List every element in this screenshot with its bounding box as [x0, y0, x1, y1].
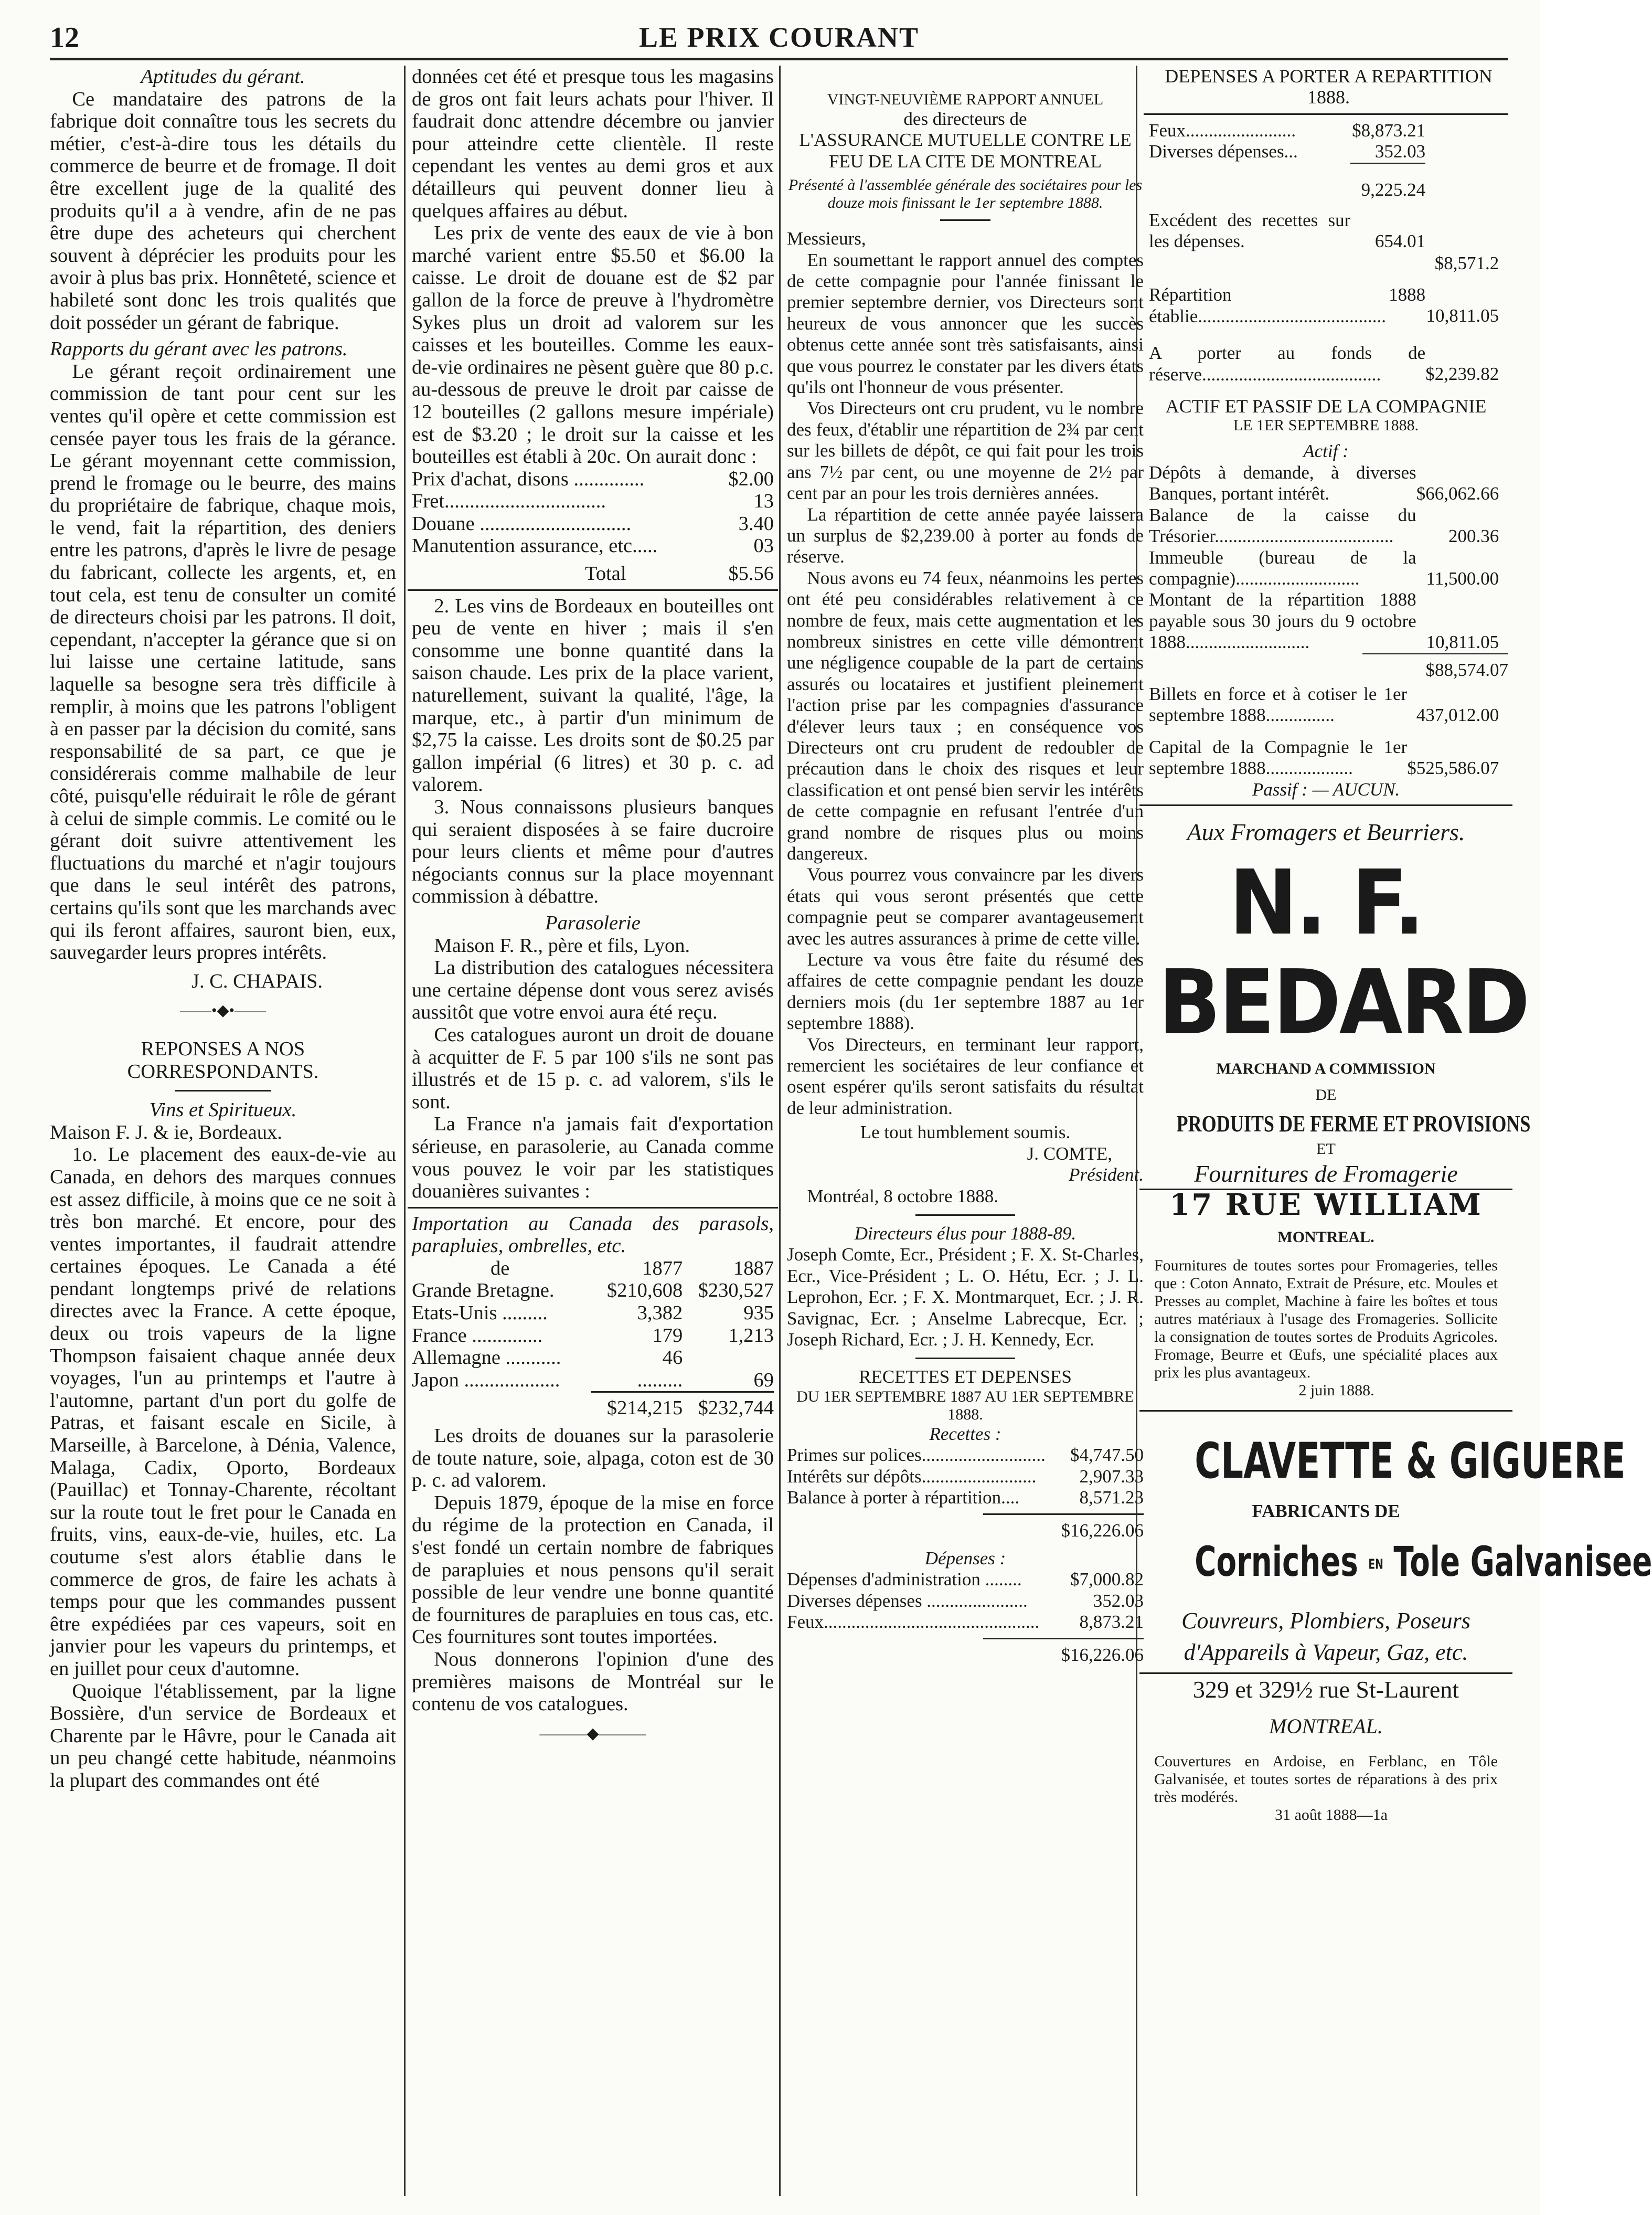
table-row: [412, 1279, 774, 1302]
ad-line: DE: [1315, 1086, 1337, 1104]
row-value: 10,811.05: [1426, 305, 1499, 326]
cost-value: $2.00: [728, 468, 774, 490]
table-row: [1149, 462, 1499, 505]
divider: [983, 1513, 1144, 1515]
divider: [408, 1207, 778, 1209]
ad-product-part: EN: [1368, 1556, 1383, 1573]
paragraph: Nous avons eu 74 feux, néanmoins les pertes ont été peu considérables relativement à ce nombre de feux, mais cette augmentation et les nombreux sinistres en cette ville démontrent une négligence coupable de la part de certains assurés ou locataires et justifient pleinement l'action prise par les compagnies d'assurance d'élever leurs taux ; en conséquence vos Directeurs ont cru prudent de redoubler de précaution dans le choix des risques et leur classification et ont pensé bien servir les intérêts de cette compagnie en refusant l'entrée d'un grand nombre de risques plus ou moins dangereux.: [787, 567, 1144, 864]
country-name: Japon ...................: [412, 1369, 560, 1391]
country-name: Etats-Unis .........: [412, 1302, 548, 1324]
row-value: 654.01: [1374, 231, 1426, 252]
paragraph: Ces catalogues auront un droit de douane à acquitter de F. 5 par 100 s'ils ne sont pas illustrés et de 15 p. c. ad valorem, s'ils le sont.: [412, 1023, 774, 1113]
value-1877: 179: [652, 1324, 683, 1347]
row-value: $525,586.07: [1407, 758, 1499, 779]
total-label: Total: [585, 563, 626, 585]
table-row: [787, 1487, 1144, 1508]
subsection-heading: Parasolerie: [545, 912, 641, 934]
statement-title: RECETTES ET DEPENSES: [859, 1366, 1072, 1387]
ad-address: 329 et 329½ rue St-Laurent: [1192, 1676, 1459, 1703]
column-1: [50, 66, 396, 2196]
paragraph: Vos Directeurs, en terminant leur rapport, remercient les sociétaires de leur confiance et osent espérer qu'ils seront satisfaits du résultat de leur administration.: [787, 1034, 1144, 1118]
divider: [1139, 1672, 1512, 1674]
expense-value: $7,000.82: [1070, 1569, 1144, 1590]
table-row: [1149, 505, 1499, 547]
ad-body: Fournitures de toutes sortes pour Fromageries, telles que : Coton Annato, Extrait de Présure, etc. Moules et Presses au complet, Machine à faire les boîtes et tous autres matériaux à l'usage des Fromageries. Sollicite la consignation de toutes sortes de Produits Agricoles. Fromage, Beurre et Œufs, une spécialité places aux prix les plus avantageux.: [1154, 1256, 1498, 1381]
asset-label: Immeuble (bureau de la compagnie)...........................: [1149, 547, 1416, 589]
asset-label: Montant de la répartition 1888 payable sous 30 jours du 9 octobre 1888...........................: [1149, 589, 1416, 653]
paragraph: En soumettant le rapport annuel des comptes de cette compagnie pour l'année finissant le premier septembre dernier, vos Directeurs sont heureux de vous annoncer que les succès obtenus cette année sont très satisfaisants, ainsi que vous pourrez le constater par les divers états qu'ils ont l'honneur de vous présenter.: [787, 249, 1144, 398]
paragraph: La France n'a jamais fait d'exportation sérieuse, en parasolerie, au Canada comme vous pouvez le voir par les statistiques douanières suivantes :: [412, 1113, 774, 1203]
salutation: Messieurs,: [787, 228, 866, 249]
cost-label: Douane ..............................: [412, 512, 632, 535]
table-row: [412, 1347, 774, 1369]
paragraph: Nous donnerons l'opinion d'une des premières maisons de Montréal sur le contenu de vos catalogues.: [412, 1648, 774, 1715]
country-name: France ..............: [412, 1324, 543, 1347]
value-1877: .........: [637, 1369, 683, 1391]
ad-product-part: Tole Galvanisee: [1393, 1539, 1652, 1586]
balance-sheet-date: LE 1ER SEPTEMBRE 1888.: [1233, 417, 1419, 434]
correspondent-address: Maison F. J. & ie, Bordeaux.: [50, 1121, 282, 1143]
page-number: 12: [50, 22, 79, 54]
column-rule: [779, 66, 781, 2196]
row-label: Feux........................: [1149, 120, 1296, 141]
total-1887: $232,744: [683, 1392, 774, 1419]
liabilities-line: Passif : — AUCUN.: [1252, 779, 1400, 800]
asset-label: Balance de la caisse du Trésorier.......................................: [1149, 504, 1416, 547]
divider: [940, 219, 990, 221]
asset-label: Dépôts à demande, à diverses Banques, portant intérêt.: [1149, 462, 1416, 504]
expenses-table: [787, 1569, 1144, 1633]
paragraph: 3. Nous connaissons plusieurs banques qui seraient disposées à se faire ducroire pour leurs clients et même pour d'autres négociants connus sur la place moyennant commission à débattre.: [412, 796, 774, 908]
ad-city: MONTREAL.: [1269, 1714, 1383, 1738]
paragraph: Ce mandataire des patrons de la fabrique doit connaître tous les secrets du métier, c'est-à-dire tous les détails du commerce de beurre et de fromage. Il doit être excellent juge de la qualité des produits qu'il a à vendre, afin de ne pas être dupe des acheteurs qui cherchent souvent à déprécier les produits pour les avoir à plus bas prix. Honnêteté, science et habileté sont donc les trois qualités que doit posséder un gérant de fabrique.: [50, 88, 396, 334]
table-row: [412, 1324, 774, 1347]
country-name: Grande Bretagne.: [412, 1279, 555, 1302]
ad-date: 31 août 1888—1a: [1275, 1806, 1388, 1824]
cost-table: [412, 468, 774, 557]
row-label: Diverses dépenses...: [1149, 141, 1298, 162]
paragraph: Depuis 1879, époque de la mise en force du régime de la protection en Canada, il s'est fondé un certain nombre de fabriques de parapluies et nous pensons qu'il serait possible de leur vendre une bonne quantité de fournitures de parapluies en tous cas, etc. Ces fournitures sont toutes importées.: [412, 1491, 774, 1648]
row-value: $2,239.82: [1425, 364, 1499, 385]
statement-period: DU 1ER SEPTEMBRE 1887 AU 1ER SEPTEMBRE 1888.: [796, 1387, 1134, 1423]
receipts-table: [787, 1445, 1144, 1508]
receipt-label: Balance à porter à répartition....: [787, 1487, 1020, 1508]
column-3: [787, 66, 1144, 2196]
receipt-label: Intérêts sur dépôts.........................: [787, 1466, 1037, 1487]
paragraph: Les prix de vente des eaux de vie à bon marché varient entre $5.50 et $6.00 la caisse. Le droit de douane est de $2 par gallon de la force de preuve à l'hydromètre Sykes plus un droit ad valorem sur les caisses et les bouteilles. Comme les eaux-de-vie ordinaires ne pèsent guère que 80 p.c. au-dessous de preuve le droit par caisse de 12 bouteilles (2 gallons mesure impériale) est de $3.20 ; le droit sur la caisse et les bouteilles est établi à 20c. On aurait donc :: [412, 222, 774, 468]
table-row: [412, 490, 774, 513]
divider: [1144, 113, 1508, 115]
expense-value: 352.03: [1093, 1590, 1144, 1611]
column-4: [1144, 66, 1652, 2196]
expense-label: Dépenses d'administration ........: [787, 1569, 1022, 1590]
imports-table: [412, 1257, 774, 1419]
assets-extra-table: [1149, 684, 1499, 779]
receipt-value: $4,747.50: [1070, 1445, 1144, 1466]
row-label: Répartition 1888 établie.........................................: [1149, 284, 1426, 326]
directors-title: Directeurs élus pour 1888-89.: [854, 1223, 1077, 1244]
cost-value: 13: [753, 490, 774, 513]
asset-value: 200.36: [1448, 526, 1499, 547]
divider: [983, 1638, 1144, 1639]
report-title: VINGT-NEUVIÈME RAPPORT ANNUEL: [827, 91, 1104, 108]
expenses-total: $16,226.06: [1061, 1645, 1144, 1666]
receipts-total: $16,226.06: [1061, 1520, 1144, 1541]
section-heading: Rapports du gérant avec les patrons.: [50, 338, 348, 361]
row-value: $8,873.21: [1352, 120, 1426, 141]
cost-total-row: [412, 563, 774, 585]
receipt-value: 2,907.33: [1079, 1466, 1144, 1487]
place-date: Montréal, 8 octobre 1888.: [807, 1185, 998, 1206]
ad-product-part: Corniches: [1195, 1539, 1358, 1586]
balance-sheet-title: ACTIF ET PASSIF DE LA COMPAGNIE: [1165, 396, 1487, 417]
paragraph: La distribution des catalogues nécessitera une certaine dépense dont vous serez avisés aussitôt que votre envoi aura été reçu.: [412, 957, 774, 1024]
receipt-value: 8,571.23: [1079, 1487, 1144, 1508]
author-signature: J. C. CHAPAIS.: [191, 970, 323, 992]
ad-line: PRODUITS DE FERME ET PROVISIONS: [1176, 1111, 1531, 1137]
table-row: [787, 1612, 1144, 1633]
divider: [408, 589, 778, 591]
report-subtitle: des directeurs de: [903, 109, 1027, 129]
distribution-title: DEPENSES A PORTER A REPARTITION 1888.: [1165, 66, 1493, 108]
paragraph: données cet été et presque tous les magasins de gros ont fait leurs achats pour l'hiver. Il faudrait donc attendre décembre ou janvier pour atteindre cette clientèle. Il reste cependant les ventes au demi gros et aux détailleurs qui peuvent donner lieu à quelques affaires au début.: [412, 66, 774, 222]
table-row: [787, 1466, 1144, 1487]
paragraph: La répartition de cette année payée laissera un surplus de $2,239.00 à porter au fonds de réserve.: [787, 504, 1144, 567]
row-value: 437,012.00: [1416, 705, 1499, 726]
assets-total: $88,574.07: [1362, 653, 1508, 681]
asset-value: $66,062.66: [1416, 483, 1499, 504]
ad-company-name: N. F. BEDARD: [1158, 851, 1528, 1055]
expense-value: 8,873.21: [1079, 1612, 1144, 1632]
table-row: [412, 1369, 774, 1392]
value-1877: 3,382: [637, 1302, 683, 1324]
expense-label: Feux...............................................: [787, 1612, 1040, 1632]
divider: [175, 1090, 272, 1091]
subsection-heading: Vins et Spiritueux.: [149, 1099, 297, 1121]
table-row: [412, 513, 774, 535]
ad-company-name: CLAVETTE & GIGUERE: [1195, 1432, 1626, 1490]
ad-line: Couvreurs, Plombiers, Poseurs d'Appareils à Vapeur, Gaz, etc.: [1181, 1607, 1470, 1665]
ad-body: Couvertures en Ardoise, en Ferblanc, en Tôle Galvanisée, et toutes sortes de réparations à des prix très modérés.: [1154, 1753, 1498, 1806]
paragraph: Les droits de douanes sur la parasolerie de toute nature, soie, alpaga, coton est de 30 p. c. ad valorem.: [412, 1425, 774, 1492]
expenses-title: Dépenses :: [924, 1548, 1006, 1568]
value-1877: 46: [662, 1347, 683, 1369]
signer-name: J. COMTE,: [1027, 1143, 1112, 1164]
value-1887: 935: [743, 1302, 774, 1324]
table-row: [1149, 547, 1499, 590]
table-title: Importation au Canada des parasols, parapluies, ombrelles, etc.: [412, 1212, 774, 1257]
value-1887: [683, 1347, 774, 1369]
paragraph: 1o. Le placement des eaux-de-vie au Canada, en dehors des marques connues est assez difficile, à moins que ce ne soit à très bon marché. Et encore, pour des ventes importantes, il faudrait attendre certaines époques. Le Canada a été pendant longtemps privé de relations directes avec la France. A cette époque, deux ou trois vapeurs de la ligne Thompson faisaient chaque année deux voyages, l'un au printemps et l'autre à l'automne, partant d'un port du golfe de Patras, et faisant escale en Sicile, à Marseille, à Barcelone, à Dénia, Valence, Malaga, Cadix, Oporto, Bordeaux (Pauillac) et Tonnay-Charente, récoltant sur la route tout le fret pour le Canada en fruits, vins, eaux-de-vie, huiles, etc. La coutume s'est alors établie dans le commerce de gros, de faire les achats à temps pour que les commandes pussent être expédiées par ces vapeurs, soit en janvier pour les vapeurs du printemps, et en juillet pour ceux d'automne.: [50, 1143, 396, 1680]
receipts-title: Recettes :: [929, 1423, 1001, 1444]
paragraph: Vous pourrez vous convaincre par les divers états qui vous seront présentés que cette compagnie peut se comparer avantageusement avec les autres assurances à prime de cette ville.: [787, 864, 1144, 949]
ad-product: [1195, 1538, 1652, 1589]
directors-list: Joseph Comte, Ecr., Président ; F. X. St-Charles, Ecr., Vice-Président ; L. O. Hétu, Ecr. ; J. L. Leprohon, Ecr. ; F. X. Montmarquet, Ecr. ; J. R. Savignac, Ecr. ; Anselme Labrecque, Ecr. ; Joseph Richard, Ecr. ; J. H. Kennedy, Ecr.: [787, 1244, 1144, 1350]
ad-line: ET: [1316, 1140, 1336, 1158]
row-value: $8,571.2: [1434, 253, 1499, 274]
cost-label: Manutention assurance, etc.....: [412, 535, 658, 557]
cost-label: Prix d'achat, disons ..............: [412, 468, 645, 490]
report-note: Présenté à l'assemblée générale des sociétaires pour les douze mois finissant le 1er septembre 1888.: [788, 176, 1143, 212]
distribution-table: [1149, 120, 1499, 385]
cost-value: 03: [753, 535, 774, 557]
value-1887: 1,213: [728, 1324, 774, 1347]
assets-table: [1149, 462, 1499, 653]
column-header: 1887: [733, 1257, 774, 1279]
ornament-divider: ——•◆•——: [179, 1002, 267, 1020]
table-row: [787, 1569, 1144, 1590]
table-row: [787, 1445, 1144, 1466]
table-row: [1149, 589, 1499, 653]
expense-label: Diverses dépenses ......................: [787, 1590, 1028, 1611]
column-2: [412, 66, 774, 2196]
column-header: 1877: [642, 1257, 683, 1279]
value-1877: $210,608: [606, 1279, 683, 1302]
table-row: [412, 1302, 774, 1324]
total-value: $5.56: [728, 563, 774, 585]
row-label: Billets en force et à cotiser le 1er septembre 1888...............: [1149, 683, 1408, 726]
asset-value: 10,811.05: [1426, 632, 1499, 653]
asset-value: 11,500.00: [1426, 568, 1499, 589]
signer-title: Président.: [1069, 1164, 1144, 1185]
ornament-divider: ———◆———: [539, 1724, 646, 1742]
ad-city: MONTREAL.: [1277, 1228, 1374, 1246]
value-1887: $230,527: [698, 1279, 774, 1302]
ad-line: Fournitures de Fromagerie: [1194, 1160, 1458, 1187]
company-name: L'ASSURANCE MUTUELLE CONTRE LE FEU DE LA CITE DE MONTREAL: [799, 130, 1132, 172]
row-label: Capital de la Compagnie le 1er septembre 1888...................: [1149, 736, 1408, 779]
row-label: Excédent des recettes sur les dépenses.: [1149, 210, 1351, 252]
divider: [1139, 1410, 1512, 1412]
newspaper-title: LE PRIX COURANT: [638, 22, 920, 53]
paragraph: 2. Les vins de Bordeaux en bouteilles ont peu de vente en hiver ; mais il s'en consomme une bonne quantité dans la saison chaude. Les prix de la place varient, naturellement, suivant la qualité, l'âge, la marque, etc., à partir d'un minimum de $2,75 la caisse. Les droits sont de $0.25 par gallon impérial (6 litres) et 30 p. c. ad valorem.: [412, 595, 774, 796]
cost-label: Fret................................: [412, 490, 606, 513]
ad-address: 17 RUE WILLIAM: [1169, 1188, 1483, 1223]
page-header: [50, 21, 1508, 60]
paragraph: Vos Directeurs ont cru prudent, vu le nombre des feux, d'établir une répartition de 2¾ par cent sur les billets de dépôt, ce qui fait pour les trois ans 7½ par cent, ou une moyenne de 2½ par cent par an pour les trois dernières années.: [787, 398, 1144, 504]
row-label: A porter au fonds de réserve.......................................: [1149, 343, 1426, 385]
paragraph: Le gérant reçoit ordinairement une commission de tant pour cent sur les ventes qu'il opère et cette commission est censée payer tous les frais de la gérance. Le gérant moyennant cette commission, prend le fromage ou le beurre, des mains du propriétaire de fabrique, chaque mois, le vend, fait la répartition, des deniers entre les patrons, d'après le livre de pesage du fabricant, collecte les argents, et, en tout cela, est tenu de consulter un comité de directeurs choisi par les patrons. Il doit, cependant, n'accepter la gérance que si on lui laisse une certaine latitude, sans laquelle sa besogne sera très difficile à remplir, à moins que les patrons l'obligent à en passer par la décision du comité, sans responsabilité de sa part, ce que je considérerais comme malhabile de leur côté, puisqu'elle réduirait le rôle de gérant à celui de simple commis. Le comité ou le gérant doit suivre attentivement les fluctuations du marché et n'agir toujours que dans le seul intérêt des patrons, certains qu'ils sont que les marchands avec qui ils feront affaires, sauront bien, eux, sauvegarder leurs propres intérêts.: [50, 360, 396, 964]
row-value: 352.03: [1374, 141, 1426, 162]
advertisement-bedard: [1144, 818, 1531, 1400]
divider: [1139, 804, 1512, 806]
column-header: de: [491, 1257, 510, 1279]
value-1887: 69: [753, 1369, 774, 1391]
closing: Le tout humblement soumis.: [860, 1122, 1071, 1143]
column-rule: [404, 66, 406, 2196]
ad-date: 2 juin 1888.: [1298, 1381, 1374, 1399]
ad-heading: Aux Fromagers et Beurriers.: [1187, 818, 1465, 845]
total-1877: $214,215: [591, 1392, 683, 1419]
receipt-label: Primes sur polices...........................: [787, 1445, 1046, 1466]
divider: [915, 1214, 1015, 1216]
ad-line: FABRICANTS DE: [1252, 1500, 1400, 1521]
country-name: Allemagne ...........: [412, 1347, 561, 1369]
assets-title: Actif :: [1303, 441, 1349, 462]
table-row: [412, 468, 774, 491]
section-heading: REPONSES A NOS CORRESPONDANTS.: [127, 1037, 319, 1083]
table-row: [412, 535, 774, 557]
advertisement-clavette: [1144, 1432, 1652, 1825]
ad-line: MARCHAND A COMMISSION: [1216, 1060, 1436, 1078]
row-value: 9,225.24: [1350, 163, 1425, 200]
paragraph: Quoique l'établissement, par la ligne Bossière, d'un service de Bordeaux et Charente par le Hâvre, pour le Canada ait un peu changé cette habitude, néanmoins la plupart des commandes ont été: [50, 1680, 396, 1792]
divider: [915, 1358, 1015, 1359]
section-heading: Aptitudes du gérant.: [141, 66, 305, 88]
correspondent-address: Maison F. R., père et fils, Lyon.: [434, 934, 690, 957]
paragraph: Lecture va vous être faite du résumé des affaires de cette compagnie pendant les douze derniers mois (du 1er septembre 1887 au 1er septembre 1888).: [787, 949, 1144, 1034]
table-row: [787, 1591, 1144, 1612]
cost-value: 3.40: [738, 512, 774, 535]
